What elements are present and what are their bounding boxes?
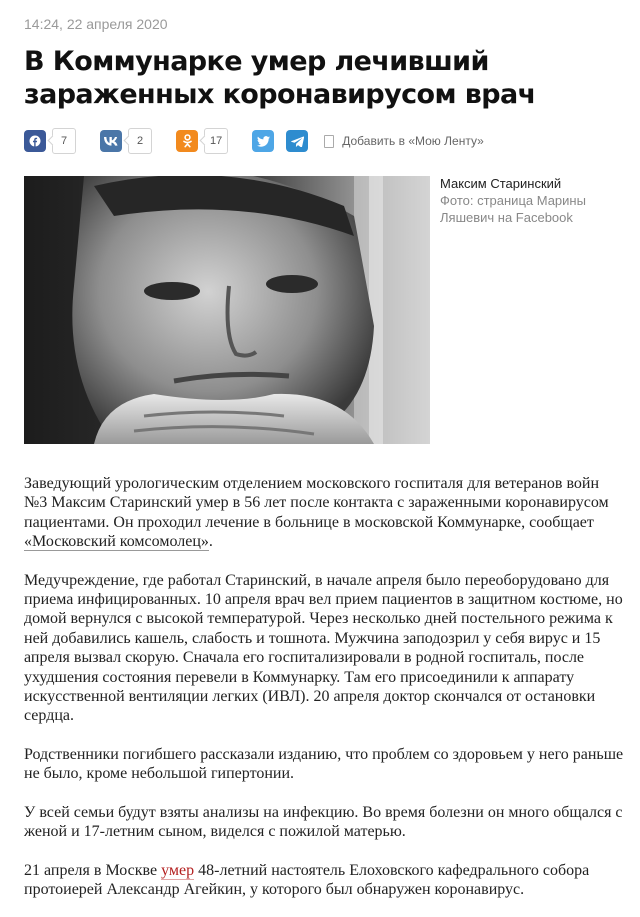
paragraph: Медучреждение, где работал Старинский, в начале апреля было переоборудовано для приема инфицированных. 10 апреля врач вел прием пациентов в защитном костюме, но домой вернулся с высокой температурой. Через несколько дней постельного режима к ней добавились кашель, слабость и тошнота. Мужчина заподозрил у себя вирус и 15 апреля вызвал скорую. Сначала его госпитализировали в родной госпиталь, после ухудшения состояния перевели в Коммунарку. Там его присоединили к аппарату искусственной вентиляции легких (ИВЛ). 20 апреля доктор скончался от остановки сердца. — [24, 571, 623, 725]
paragraph: Заведующий урологическим отделением московского госпиталя для ветеранов войн №3 Максим Старинский умер в 56 лет после контакта с зараженными коронавирусом пациентами. Он проходил лечение в больнице в московской Коммунарке, сообщает «Московский комсомолец». — [24, 475, 609, 551]
facebook-share-count: 7 — [52, 128, 76, 154]
died-news-link[interactable]: умер — [161, 861, 195, 879]
bookmark-icon — [324, 135, 334, 148]
photo-caption-author: Максим Старинский — [440, 176, 562, 191]
article-headline: В Коммунарке умер лечивший зараженных коронавирусом врач — [24, 46, 536, 110]
vk-icon — [104, 137, 118, 146]
facebook-share-button[interactable] — [24, 130, 46, 152]
publish-date: 14:24, 22 апреля 2020 — [24, 16, 168, 32]
add-to-my-feed-label: Добавить в «Мою Ленту» — [342, 134, 484, 148]
photo-caption — [440, 175, 620, 226]
paragraph: Родственники погибшего рассказали изданию, что проблем со здоровьем у него раньше не было, кроме небольшой гипертонии. — [24, 745, 624, 783]
telegram-share-button[interactable] — [286, 130, 308, 152]
paragraph: У всей семьи будут взяты анализы на инфекцию. Во время болезни он много общался с женой и 17-летним сыном, виделся с пожилой матерью. — [24, 803, 623, 841]
share-bar — [24, 128, 484, 154]
facebook-icon — [29, 135, 41, 147]
add-to-my-feed-button[interactable] — [324, 134, 484, 148]
odnoklassniki-share-button[interactable] — [176, 130, 198, 152]
twitter-share-button[interactable] — [252, 130, 274, 152]
photo-caption-source: Фото: страница Марины Ляшевич на Facebook — [440, 193, 586, 225]
paragraph: 21 апреля в Москве умер 48-летний настоятель Елоховского кафедрального собора протоиерей Александр Агейкин, у которого был обнаружен коронавирус. — [24, 861, 590, 898]
article-body — [24, 474, 624, 917]
odnoklassniki-share-count: 17 — [204, 128, 228, 154]
mk-source-link[interactable]: «Московский комсомолец» — [24, 533, 209, 551]
telegram-icon — [291, 136, 304, 147]
odnoklassniki-icon — [183, 134, 192, 148]
article-photo — [24, 176, 430, 444]
vk-share-count: 2 — [128, 128, 152, 154]
twitter-icon — [257, 136, 270, 147]
vk-share-button[interactable] — [100, 130, 122, 152]
portrait-photo-image — [24, 176, 430, 444]
